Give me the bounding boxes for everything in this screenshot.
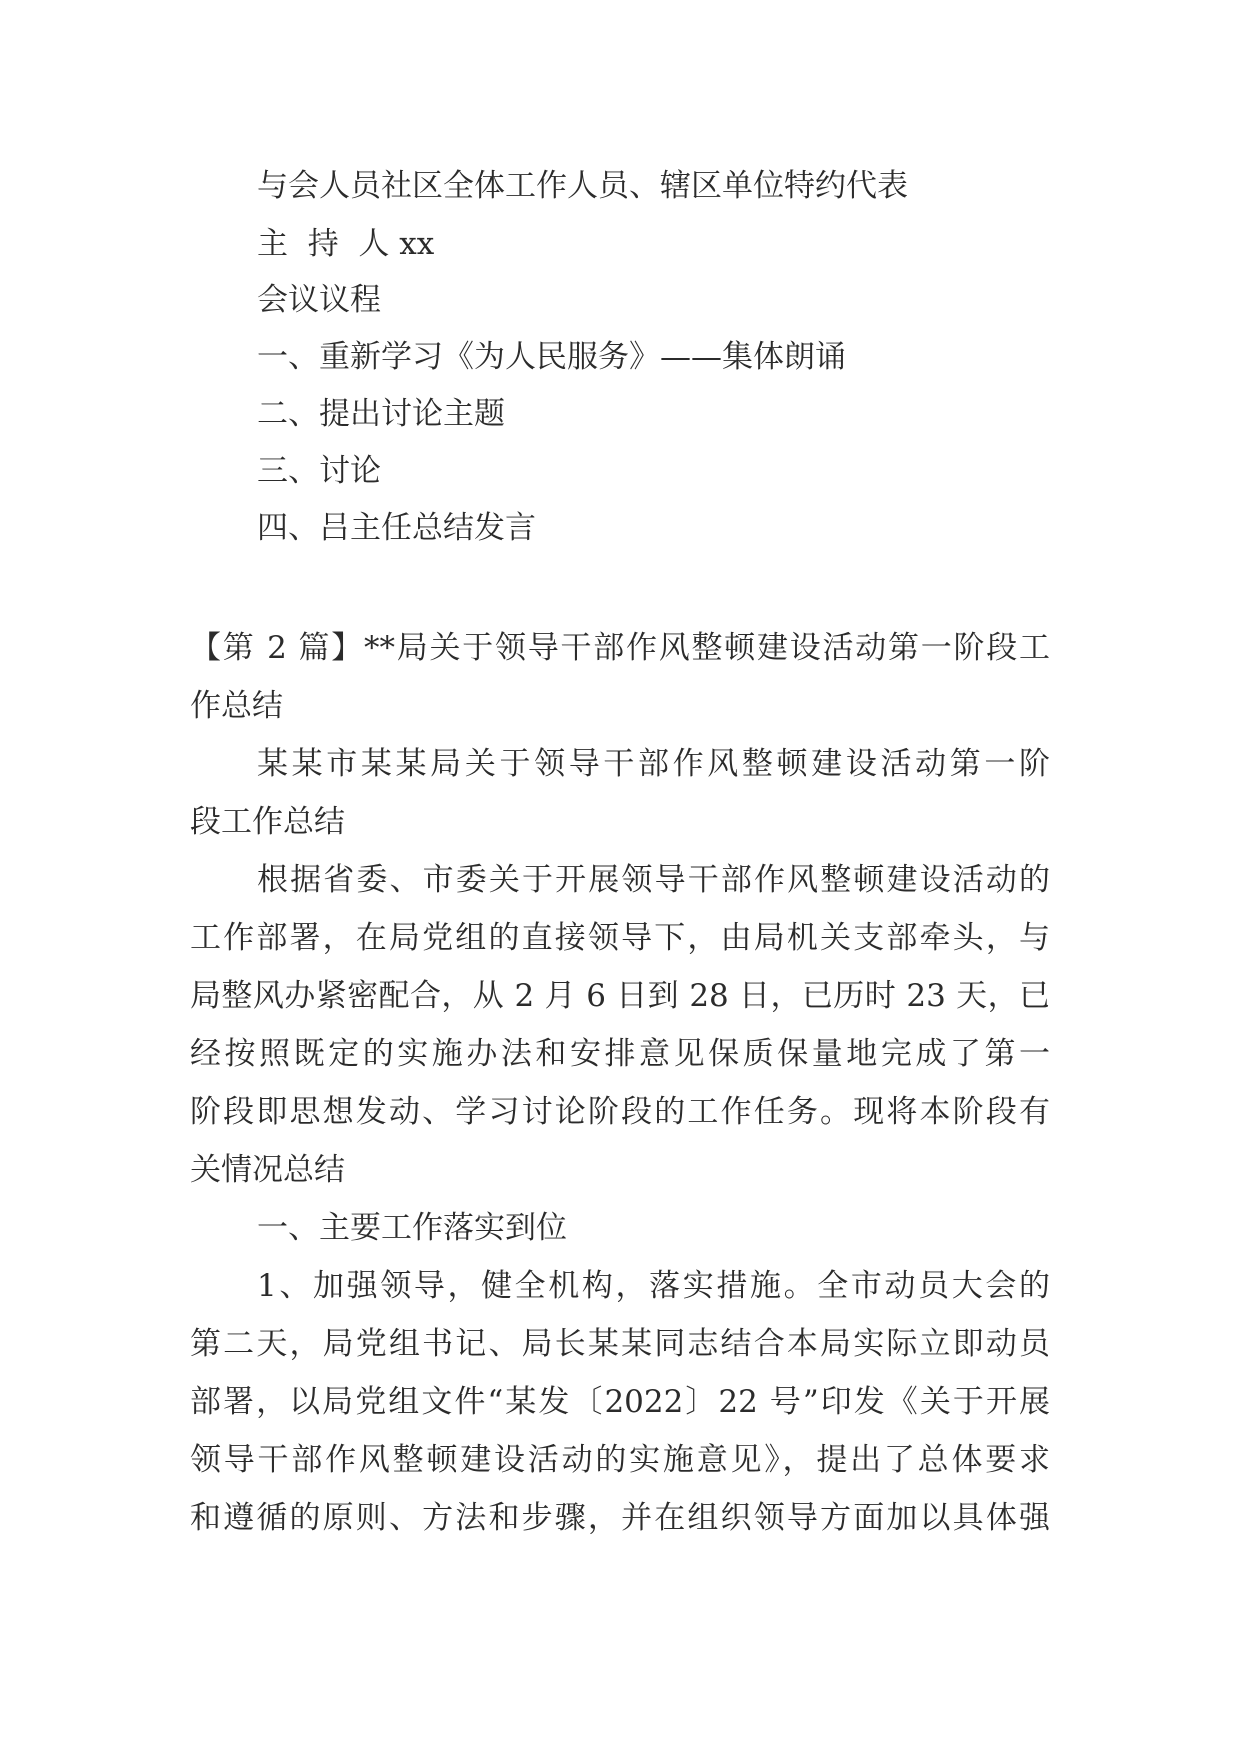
subtitle-line: 段工作总结 (190, 804, 345, 840)
agenda-item: 二、提出讨论主题 (257, 396, 505, 432)
paragraph-line: 局整风办紧密配合，从 2 月 6 日到 28 日，已历时 23 天，已 (190, 978, 1050, 1014)
paragraph-line: 经按照既定的实施办法和安排意见保质保量地完成了第一 (190, 1036, 1050, 1072)
attendees-line: 与会人员社区全体工作人员、辖区单位特约代表 (257, 168, 908, 204)
paragraph-line: 工作部署，在局党组的直接领导下，由局机关支部牵头，与 (190, 920, 1050, 956)
article-heading-line: 作总结 (190, 688, 283, 724)
section-heading: 一、主要工作落实到位 (257, 1210, 567, 1246)
paragraph-line: 部署，以局党组文件“某发〔2022〕22 号”印发《关于开展 (190, 1384, 1050, 1420)
agenda-item: 三、讨论 (257, 453, 381, 489)
paragraph-line: 阶段即思想发动、学习讨论阶段的工作任务。现将本阶段有 (190, 1094, 1050, 1130)
paragraph-line: 关情况总结 (190, 1152, 345, 1188)
paragraph-line: 领导干部作风整顿建设活动的实施意见》，提出了总体要求 (190, 1442, 1050, 1478)
paragraph-line: 1、加强领导，健全机构，落实措施。全市动员大会的 (257, 1268, 1050, 1304)
subtitle-line: 某某市某某局关于领导干部作风整顿建设活动第一阶 (257, 746, 1050, 782)
host-line: 主 持 人 xx (257, 226, 435, 262)
paragraph-line: 根据省委、市委关于开展领导干部作风整顿建设活动的 (257, 862, 1050, 898)
agenda-item: 四、吕主任总结发言 (257, 510, 536, 546)
agenda-title: 会议议程 (257, 282, 381, 318)
paragraph-line: 和遵循的原则、方法和步骤，并在组织领导方面加以具体强 (190, 1500, 1050, 1536)
paragraph-line: 第二天，局党组书记、局长某某同志结合本局实际立即动员 (190, 1326, 1050, 1362)
article-heading-line: 【第 2 篇】**局关于领导干部作风整顿建设活动第一阶段工 (190, 630, 1050, 666)
agenda-item: 一、重新学习《为人民服务》——集体朗诵 (257, 339, 846, 375)
